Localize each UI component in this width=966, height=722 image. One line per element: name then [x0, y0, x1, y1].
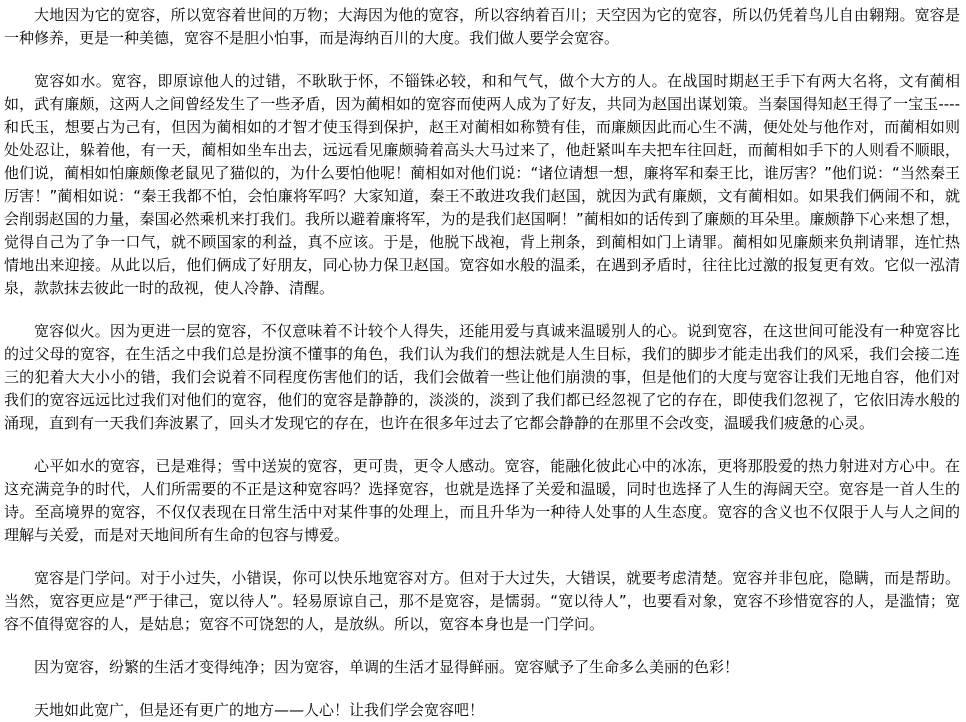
paragraph-tolerance-like-water: 宽容如水。宽容，即原谅他人的过错，不耿耿于怀，不锱铢必较，和和气气，做个大方的人。在战国时期赵王手下有两大名将，文有蔺相如，武有廉颇，这两人之间曾经发生了一些矛盾，因为蔺相如的宽容而使两人成为了好友，共同为赵国出谋划策。当秦国得知赵王得了一宝玉----和氏玉，想要占为己有，但因为蔺相如的才智才使玉得到保护，赵王对蔺相如称赞有佳，而廉颇因此而心生不满，便处处与他作对，而蔺相如则处处忍让，躲着他，有一天，蔺相如坐车出去，远远看见廉颇骑着高头大马过来了，他赶紧叫车夫把车往回赶，而蔺相如手下的人则看不顺眼，他们说，蔺相如怕廉颇像老鼠见了猫似的，为什么要怕他呢！蔺相如对他们说：“诸位请想一想，廉将军和秦王比，谁厉害？”他们说：“当然秦王厉害！”蔺相如说：“秦王我都不怕，会怕廉将军吗？大家知道，秦王不敢进攻我们赵国，就因为武有廉颇，文有蔺相如。如果我们俩闹不和，就会削弱赵国的力量，秦国必然乘机来打我们。我所以避着廉将军，为的是我们赵国啊！”蔺相如的话传到了廉颇的耳朵里。廉颇静下心来想了想，觉得自己为了争一口气，就不顾国家的利益，真不应该。于是，他脱下战袍，背上荆条，到蔺相如门上请罪。蔺相如见廉颇来负荆请罪，连忙热情地出来迎接。从此以后，他们俩成了好朋友，同心协力保卫赵国。宽容如水般的温柔，在遇到矛盾时，往往比过激的报复更有效。它似一泓清泉，款款抹去彼此一时的敌视，使人冷静、清醒。 [4, 72, 960, 297]
paragraph-tolerance-learning: 宽容是门学问。对于小过失，小错误，你可以快乐地宽容对方。但对于大过失，大错误，就要考虑清楚。宽容并非包庇，隐瞒，而是帮助。当然，宽容更应是“严于律己，宽以待人”。轻易原谅自己，那不是宽容，是懦弱。“宽以待人”，也要看对象，宽容不珍惜宽容的人，是滥情；宽容不值得宽容的人，是姑息；宽容不可饶恕的人，是放纵。所以，宽容本身也是一门学问。 [4, 569, 960, 633]
paragraph-conclusion: 天地如此宽广，但是还有更广的地方——人心！让我们学会宽容吧！ [34, 701, 485, 719]
paragraph-tolerance-value: 心平如水的宽容，已是难得；雪中送炭的宽容，更可贵，更令人感动。宽容，能融化彼此心中的冰冻，更将那股爱的热力射进对方心中。在这充满竞争的时代，人们所需要的不正是这种宽容吗？选择宽容，也就是选择了关爱和温暖，同时也选择了人生的海阔天空。宽容是一首人生的诗。至高境界的宽容，不仅仅表现在日常生活中对某件事的处理上，而且升华为一种待人处事的人生态度。宽容的含义也不仅限于人与人之间的理解与关爱，而是对天地间所有生命的包容与博爱。 [4, 457, 960, 544]
paragraph-intro: 大地因为它的宽容，所以宽容着世间的万物；大海因为他的宽容，所以容纳着百川；天空因为它的宽容，所以仍凭着鸟儿自由翱翔。宽容是一种修养，更是一种美德，宽容不是胆小怕事，而是海纳百川的大度。我们做人要学会宽容。 [4, 6, 960, 47]
paragraph-because-of-tolerance: 因为宽容，纷繁的生活才变得纯净；因为宽容，单调的生活才显得鲜丽。宽容赋予了生命多么美丽的色彩！ [34, 658, 740, 676]
paragraph-tolerance-like-fire: 宽容似火。因为更进一层的宽容，不仅意味着不计较个人得失，还能用爱与真诚来温暖别人的心。说到宽容，在这世间可能没有一种宽容比的过父母的宽容，在生活之中我们总是扮演不懂事的角色，我们认为我们的想法就是人生目标，我们的脚步才能走出我们的风采，我们会接二连三的犯着大大小小的错，我们会说着不同程度伤害他们的话，我们会做着一些让他们崩溃的事，但是他们的大度与宽容让我们无地自容，他们对我们的宽容远远比过我们对他们的宽容，他们的宽容是静静的，淡淡的，淡到了我们都已经忽视了它的存在，即使我们忽视了，它依旧涛水般的涌现，直到有一天我们奔波累了，回头才发现它的存在，也许在很多年过去了它都会静静的在那里不会改变，温暖我们疲惫的心灵。 [4, 322, 960, 432]
